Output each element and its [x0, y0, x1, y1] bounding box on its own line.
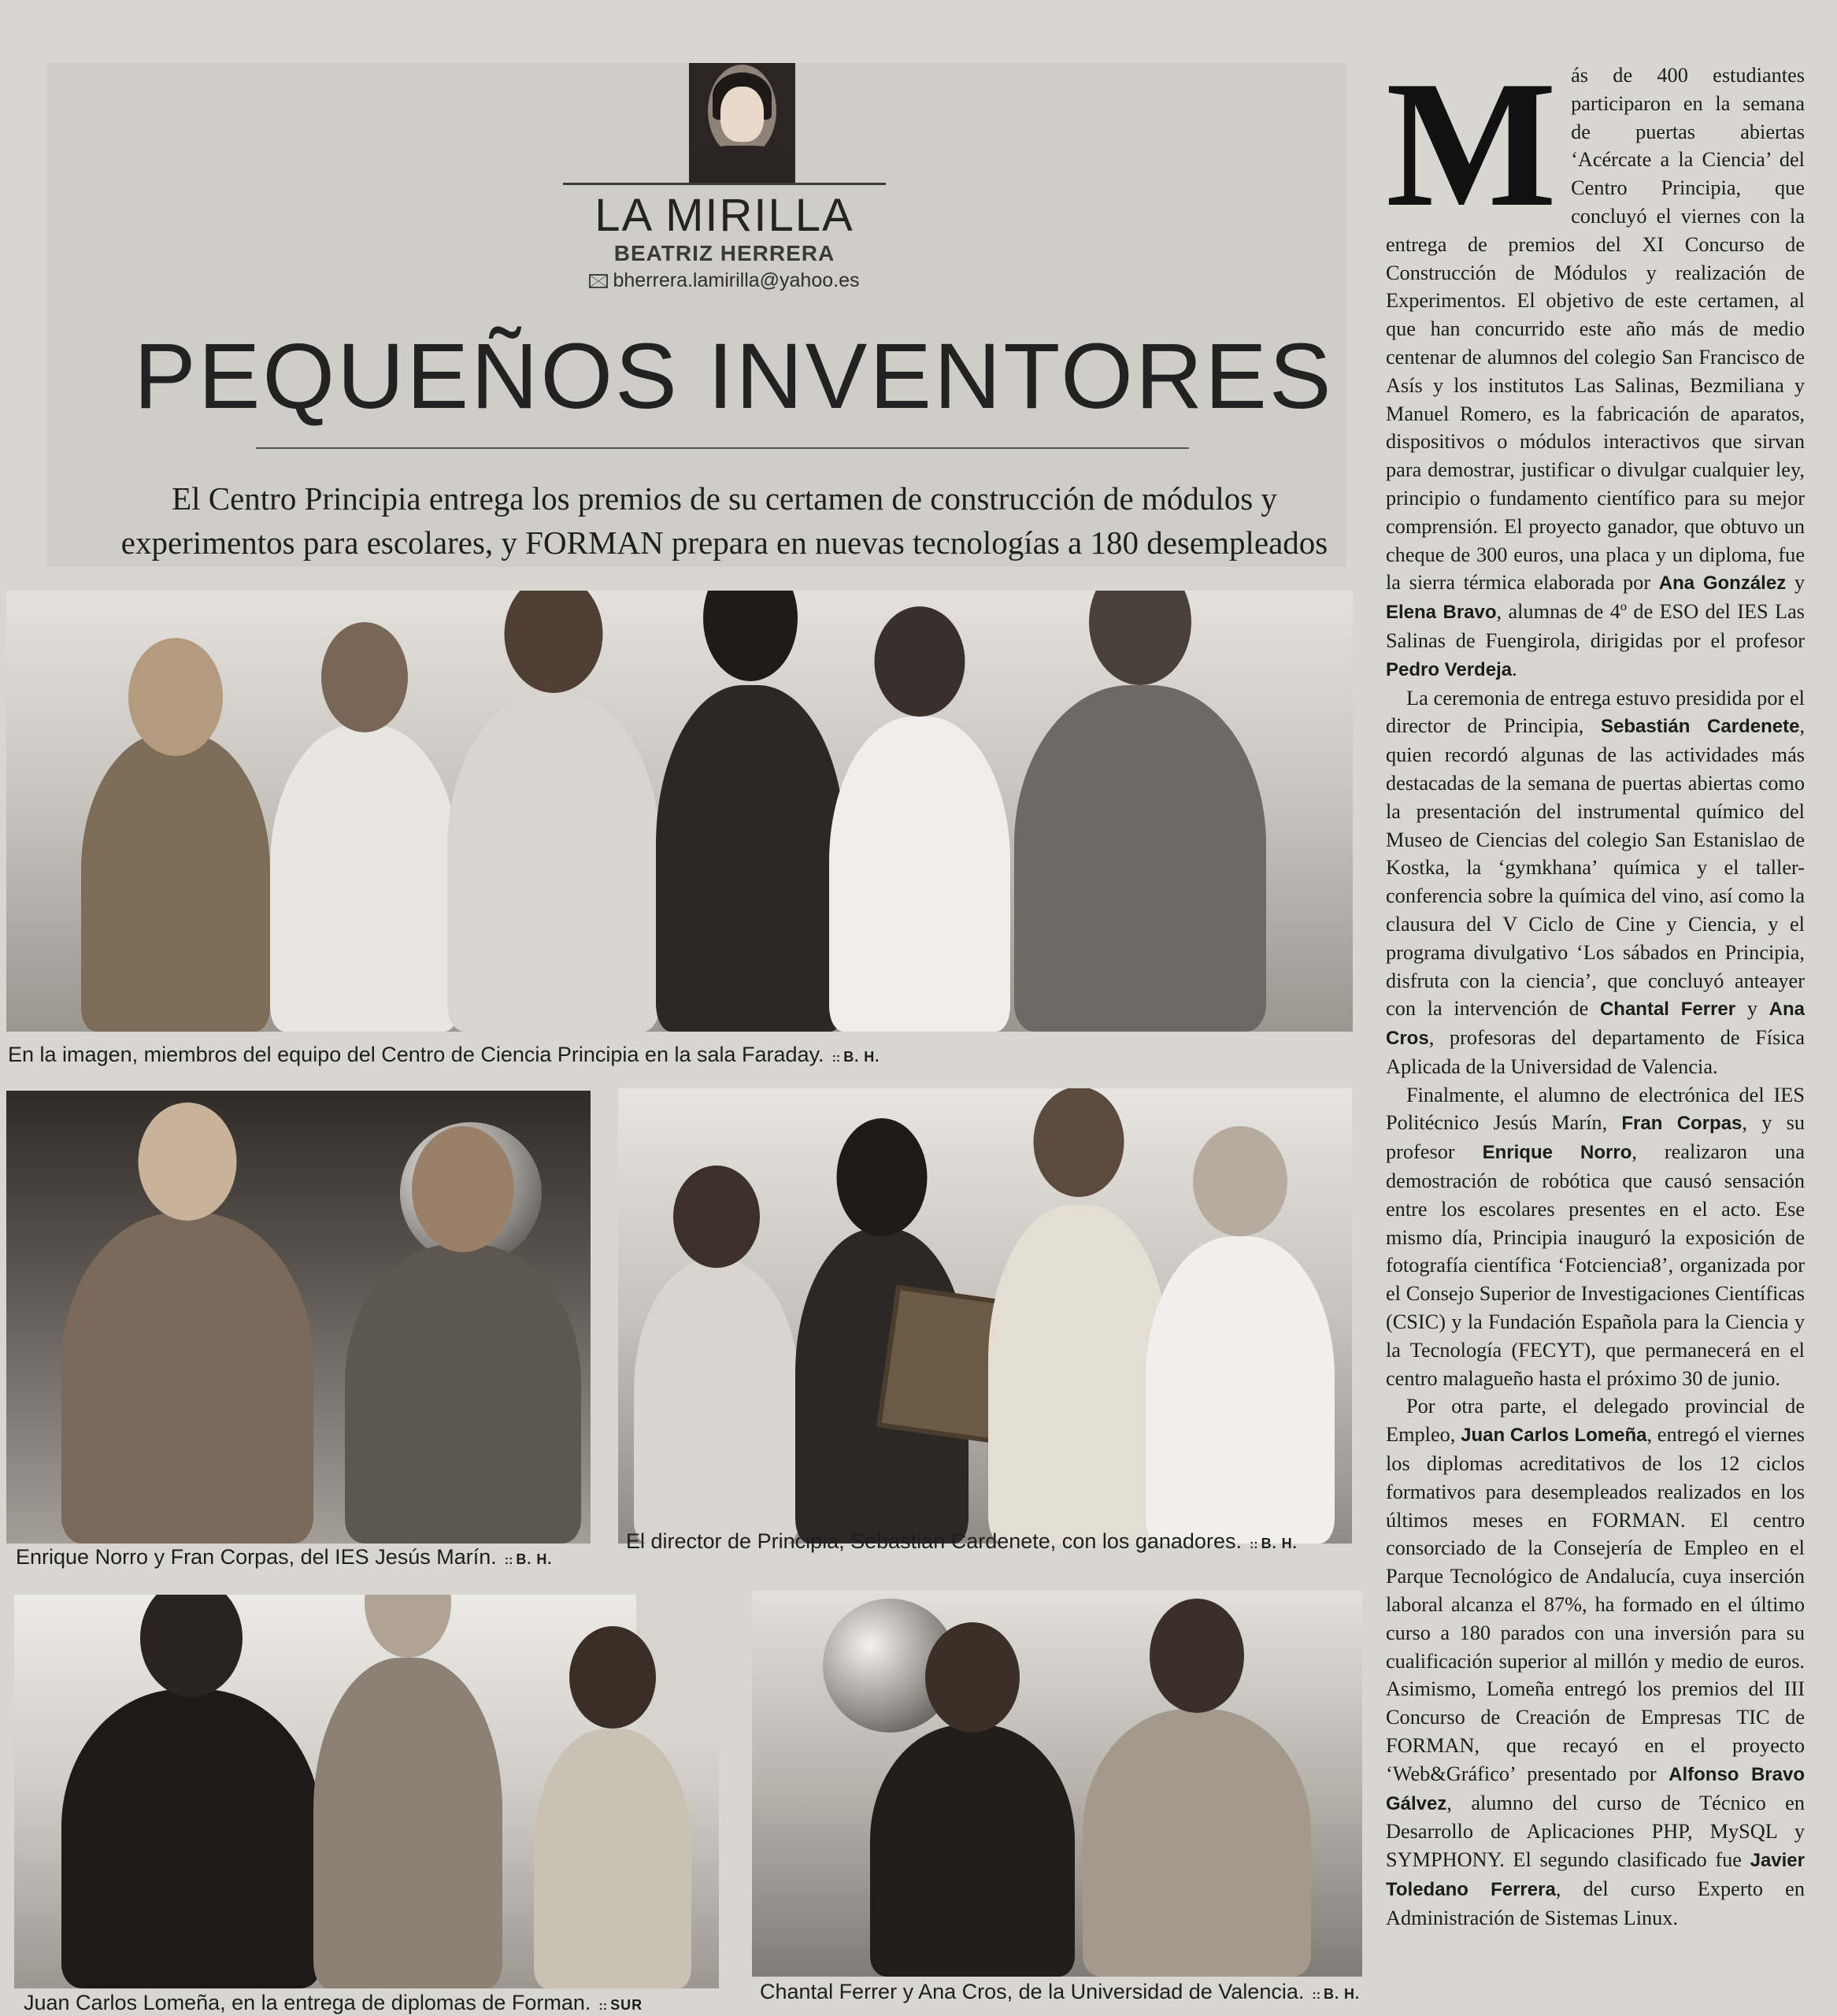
person-name: Fran Corpas — [1621, 1113, 1743, 1135]
column-name: LA MIRILLA — [594, 190, 854, 241]
photo-credit: :: B. H. — [1249, 1536, 1298, 1551]
person-name: Javier Toledano Ferrera — [1386, 1850, 1805, 1900]
photo-caption-1 — [8, 1043, 880, 1067]
article-paragraph-4: Por otra parte, el delegado provincial de Empleo, Juan Carlos Lomeña, entregó el viernes los diplomas acreditativos de los 12 ciclos formativos para desempleados realizados en los últimos meses en FORMAN. El centro consorciado de la Consejería de Empleo en el Parque Tecnológico de Andalucía, cuya inserción laboral alcanza el 87%, ha formado en el último curso a 180 parados con una inversión para su cualificación superior al millón y medio de euros. Asimismo, Lomeña entregó los premios del III Concurso de Creación de Empresas TIC de FORMAN, que recayó en el proyecto ‘Web&Gráfico’ presentado por Alfonso Bravo Gálvez, alumno del curso de Técnico en Desarrollo de Aplicaciones PHP, MySQL y SYMPHONY. El segundo clasificado fue Javier Toledano Ferrera, del curso Experto en Administración de Sistemas Linux. — [1386, 1395, 1805, 1929]
author-email[interactable] — [488, 269, 961, 292]
header-rule — [563, 183, 886, 185]
person-name: Juan Carlos Lomeña — [1461, 1425, 1647, 1447]
person-name: Elena Bravo — [1386, 602, 1497, 624]
photo-ferrer-cros — [752, 1591, 1362, 1977]
caption-text: Juan Carlos Lomeña, en la entrega de diplomas de Forman. — [24, 1991, 591, 2014]
envelope-icon — [589, 274, 608, 288]
person-name: Sebastián Cardenete — [1600, 716, 1800, 738]
headline-rule — [256, 447, 1189, 449]
deck — [79, 476, 1370, 565]
person-name: Ana González — [1658, 573, 1787, 595]
article-body — [1386, 43, 1806, 1933]
photo-credit: :: SUR — [598, 1997, 643, 2013]
caption-text: Chantal Ferrer y Ana Cros, de la Universidad de Valencia. — [760, 1980, 1305, 2003]
deck-line-2: experimentos para escolares, y FORMAN prepara en nuevas tecnologías a 180 desempleados — [120, 524, 1328, 561]
person-name: Alfonso Bravo Gálvez — [1386, 1763, 1805, 1814]
person-name: Ana Cros — [1386, 999, 1805, 1050]
caption-text: En la imagen, miembros del equipo del Centro de Ciencia Principia en la sala Faraday. — [8, 1043, 824, 1066]
article-paragraph-3: Finalmente, el alumno de electrónica del IES Politécnico Jesús Marín, Fran Corpas, y su profesor Enrique Norro, realizaron una demostración de robótica que causó sensación entre los escolares presentes en el acto. Ese mismo día, Principia inauguró la exposición de fotografía científica ‘Fotciencia8’, organizada por el Consejo Superior de Investigaciones Científicas (CSIC) y la Fundación Española para la Ciencia y la Tecnología (FECYT), que permanecerá en el centro malagueño hasta el próximo 30 de junio. — [1386, 1083, 1805, 1390]
photo-credit: :: B. H. — [831, 1049, 880, 1065]
caption-text: Enrique Norro y Fran Corpas, del IES Jesús Marín. — [16, 1545, 497, 1569]
article-paragraph-2: La ceremonia de entrega estuvo presidida por el director de Principia, Sebastián Cardenete, quien recordó algunas de las actividades más destacadas de la semana de puertas abiertas como la presentación del instrumental químico del Museo de Ciencias del colegio San Estanislao de Kostka, la ‘gymkhana’ química y el taller-conferencia sobre la química del vino, así como la clausura del V Ciclo de Cine y Ciencia, y el programa divulgativo ‘Los sábados en Principia, disfruta con la ciencia’, que concluyó anteayer con la intervención de Chantal Ferrer y Ana Cros, profesoras del departamento de Física Aplicada de la Universidad de Valencia. — [1386, 686, 1806, 1078]
photo-caption-3 — [626, 1529, 1298, 1554]
photo-caption-5 — [760, 1980, 1360, 2004]
email-text: bherrera.lamirilla@yahoo.es — [613, 269, 860, 291]
person-name: Chantal Ferrer — [1599, 999, 1736, 1021]
photo-caption-4 — [24, 1991, 643, 2015]
photo-caption-2 — [16, 1545, 552, 1569]
photo-credit: :: B. H. — [504, 1551, 553, 1567]
person-name: Pedro Verdeja — [1386, 658, 1513, 680]
author-name: BEATRIZ HERRERA — [613, 241, 835, 265]
photo-norro-corpas — [6, 1091, 591, 1544]
article-paragraph-1: Más de 400 estudiantes participaron en la semana de puertas abiertas ‘Acércate a la Ciencia’ del Centro Principia, que concluyó el viernes con la entrega de premios del XI Concurso de Construcción de Módulos y realización de Experimentos. El objetivo de este certamen, al que han concurrido este año más de medio centenar de alumnos del colegio San Francisco de Asís y los institutos Las Salinas, Bezmiliana y Manuel Romero, es la fabricación de aparatos, dispositivos o módulos interactivos que sirvan para demostrar, justificar o divulgar cualquier ley, principio o fundamento científico para su mejor comprensión. El proyecto ganador, que obtuvo un cheque de 300 euros, una placa y un diploma, fue la sierra térmica elaborada por Ana González y Elena Bravo, alumnas de 4º de ESO del IES Las Salinas de Fuengirola, dirigidas por el profesor Pedro Verdeja. — [1386, 43, 1806, 680]
photo-team-faraday — [6, 591, 1353, 1032]
photo-credit: :: B. H. — [1312, 1986, 1361, 2002]
header-block — [47, 63, 1346, 567]
headline: PEQUEÑOS INVENTORES — [134, 324, 1334, 428]
caption-text: El director de Principia, Sebastián Cardenete, con los ganadores. — [626, 1529, 1242, 1553]
deck-line-1: El Centro Principia entrega los premios de su certamen de construcción de módulos y — [172, 480, 1277, 517]
author-portrait — [689, 63, 795, 183]
person-name: Enrique Norro — [1482, 1142, 1632, 1164]
dropcap: M — [1386, 43, 1557, 244]
photo-lomena-forman — [14, 1595, 719, 1988]
photo-cardenete-winners — [618, 1088, 1352, 1544]
